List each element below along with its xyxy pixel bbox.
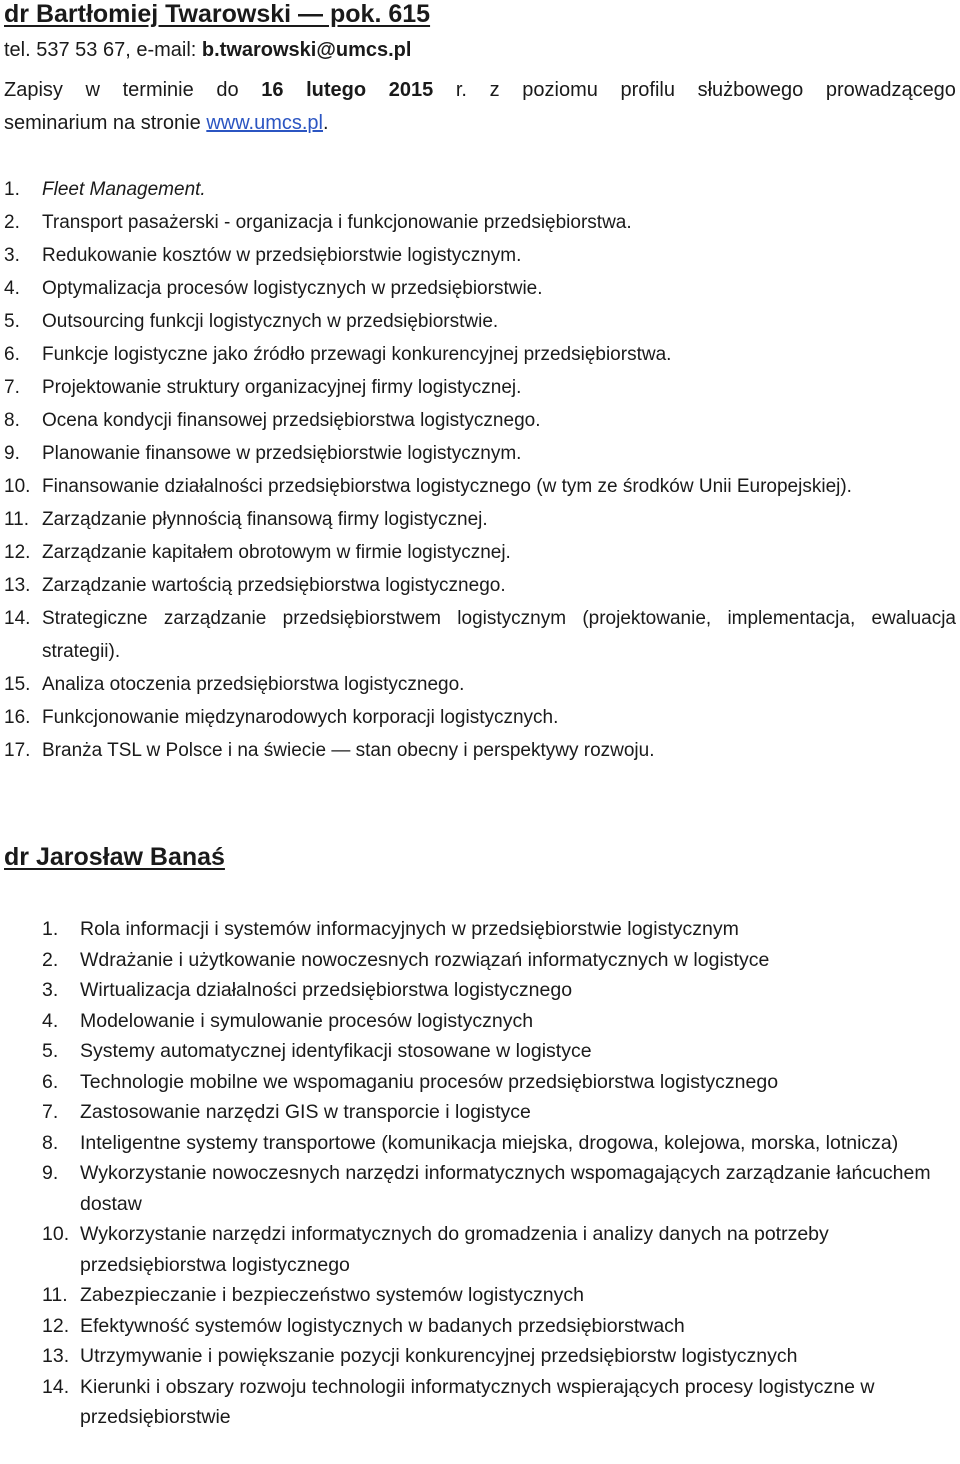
topic-number: 7. xyxy=(42,1101,59,1123)
topic-item xyxy=(42,1372,956,1433)
reg-word: poziomu xyxy=(522,79,598,101)
topic-number: 9. xyxy=(42,1162,59,1184)
topic-number: 17. xyxy=(4,740,31,761)
topic-text: Projektowanie struktury organizacyjnej firmy logistycznej. xyxy=(42,377,522,398)
topic-text: Funkcjonowanie międzynarodowych korporacji logistycznych. xyxy=(42,707,559,728)
topic-number: 6. xyxy=(42,1070,59,1093)
topic-number: 13. xyxy=(4,575,31,596)
topic-number: 1. xyxy=(42,918,59,940)
topic-text: Transport pasażerski - organizacja i funkcjonowanie przedsiębiorstwa. xyxy=(42,212,632,233)
topic-text: Modelowanie i symulowanie procesów logistycznych xyxy=(80,1009,534,1032)
topic-text: Wykorzystanie narzędzi informatycznych do gromadzenia i analizy danych na potrzeby przedsiębiorstwa logistycznego xyxy=(80,1223,829,1276)
topic-item xyxy=(4,371,956,404)
reg-word: w xyxy=(85,79,100,101)
topic-number: 10. xyxy=(4,476,31,497)
topic-item xyxy=(42,1280,956,1311)
topic-number: 6. xyxy=(4,344,20,365)
topic-item xyxy=(4,470,956,503)
topic-text: Redukowanie kosztów w przedsiębiorstwie logistycznym. xyxy=(42,245,522,266)
supervisor-heading-banas: dr Jarosław Banaś xyxy=(4,843,225,871)
topic-item xyxy=(4,206,956,239)
topic-number: 15. xyxy=(4,674,31,695)
reg-word: profilu xyxy=(620,79,675,101)
topic-text: Ocena kondycji finansowej przedsiębiorstwa logistycznego. xyxy=(42,410,541,431)
topic-item xyxy=(4,437,956,470)
topic-text: Inteligentne systemy transportowe (komunikacja miejska, drogowa, kolejowa, morska, lotnicza) xyxy=(80,1131,899,1154)
topic-item xyxy=(4,536,956,569)
topic-item xyxy=(4,404,956,437)
topic-number: 11. xyxy=(42,1284,68,1306)
topic-number: 8. xyxy=(42,1131,59,1154)
umcs-website-link[interactable]: www.umcs.pl xyxy=(206,112,324,134)
topic-item xyxy=(42,945,956,976)
topic-number: 5. xyxy=(42,1040,59,1062)
topic-number: 12. xyxy=(42,1314,70,1337)
topic-item xyxy=(4,668,956,701)
topics-list-twarowski xyxy=(4,173,956,767)
topic-number: 2. xyxy=(42,948,59,971)
topic-item xyxy=(42,1067,956,1098)
topic-text: Optymalizacja procesów logistycznych w przedsiębiorstwie. xyxy=(42,278,543,299)
topic-number: 13. xyxy=(42,1345,70,1367)
topic-text: Utrzymywanie i powiększanie pozycji konkurencyjnej przedsiębiorstw logistycznych xyxy=(80,1345,798,1367)
topic-number: 14. xyxy=(4,608,31,629)
contact-line xyxy=(4,38,411,62)
topic-number: 4. xyxy=(42,1009,59,1032)
topic-item xyxy=(42,1311,956,1342)
topic-number: 2. xyxy=(4,212,20,233)
topic-text: Strategiczne zarządzanie przedsiębiorstwem logistycznym (projektowanie, implementacja, ewaluacja strategii). xyxy=(42,608,956,662)
topic-number: 3. xyxy=(42,979,59,1001)
topic-number: 14. xyxy=(42,1375,70,1398)
topic-text: Wirtualizacja działalności przedsiębiorstwa logistycznego xyxy=(80,979,573,1001)
topic-number: 10. xyxy=(42,1223,70,1245)
topic-item xyxy=(4,503,956,536)
topic-item xyxy=(42,1006,956,1037)
topic-item xyxy=(4,239,956,272)
topic-text: Wdrażanie i użytkowanie nowoczesnych rozwiązań informatycznych w logistyce xyxy=(80,948,770,971)
topic-text: Zabezpieczanie i bezpieczeństwo systemów logistycznych xyxy=(80,1284,584,1306)
topic-text: Technologie mobilne we wspomaganiu procesów przedsiębiorstwa logistycznego xyxy=(80,1070,779,1093)
topic-text: Branża TSL w Polsce i na świecie — stan obecny i perspektywy rozwoju. xyxy=(42,740,655,761)
topic-number: 12. xyxy=(4,542,31,563)
topic-text: Kierunki i obszary rozwoju technologii informatycznych wspierających procesy logistyczne w przedsiębiorstwie xyxy=(80,1375,875,1428)
reg-word: służbowego xyxy=(697,79,804,101)
topic-item xyxy=(4,602,956,668)
topic-number: 4. xyxy=(4,278,20,299)
topic-number: 3. xyxy=(4,245,20,266)
topic-item xyxy=(4,569,956,602)
topic-text: Analiza otoczenia przedsiębiorstwa logistycznego. xyxy=(42,674,465,695)
topic-number: 11. xyxy=(4,509,30,530)
topic-text: Planowanie finansowe w przedsiębiorstwie logistycznym. xyxy=(42,443,522,464)
reg-date-day: 16 xyxy=(261,79,284,101)
topic-item xyxy=(42,1341,956,1372)
topic-text: Zarządzanie kapitałem obrotowym w firmie logistycznej. xyxy=(42,542,511,563)
contact-prefix: tel. 537 53 67, e-mail: xyxy=(4,39,202,61)
topic-text: Efektywność systemów logistycznych w badanych przedsiębiorstwach xyxy=(80,1314,685,1337)
topic-number: 8. xyxy=(4,410,20,431)
topic-text: Outsourcing funkcji logistycznych w przedsiębiorstwie. xyxy=(42,311,499,332)
topic-item xyxy=(4,338,956,371)
reg-word: prowadzącego xyxy=(825,79,956,101)
topic-text: Systemy automatycznej identyfikacji stosowane w logistyce xyxy=(80,1040,592,1062)
reg-word: do xyxy=(216,79,239,101)
reg-line2-prefix: seminarium na stronie xyxy=(4,112,207,134)
topic-text: Finansowanie działalności przedsiębiorstwa logistycznego (w tym ze środków Unii Europejskiej). xyxy=(42,476,852,497)
registration-line-1 xyxy=(4,74,956,107)
topic-item xyxy=(42,1097,956,1128)
topic-item xyxy=(42,975,956,1006)
topic-item xyxy=(42,1219,956,1280)
registration-line-2 xyxy=(4,107,956,140)
topic-item xyxy=(4,701,956,734)
topic-text: Fleet Management. xyxy=(42,179,206,200)
topic-item xyxy=(42,1128,956,1159)
topic-item xyxy=(42,1158,956,1219)
registration-note xyxy=(4,74,956,140)
topic-item xyxy=(4,734,956,767)
topic-number: 16. xyxy=(4,707,31,728)
reg-word: Zapisy xyxy=(4,79,63,101)
topic-item xyxy=(42,1036,956,1067)
topic-item xyxy=(4,272,956,305)
reg-word: r. xyxy=(455,79,467,101)
topic-number: 5. xyxy=(4,311,20,332)
reg-word: terminie xyxy=(122,79,194,101)
reg-date-year: 2015 xyxy=(388,79,434,101)
topics-list-banas xyxy=(42,914,956,1433)
reg-line2-suffix: . xyxy=(323,112,329,134)
topic-text: Zastosowanie narzędzi GIS w transporcie i logistyce xyxy=(80,1101,531,1123)
topic-item xyxy=(42,914,956,945)
topic-number: 1. xyxy=(4,179,20,200)
topic-item xyxy=(4,305,956,338)
topic-number: 7. xyxy=(4,377,20,398)
topic-text: Wykorzystanie nowoczesnych narzędzi informatycznych wspomagających zarządzanie łańcuchem dostaw xyxy=(80,1162,931,1215)
email-link[interactable]: b.twarowski@umcs.pl xyxy=(201,39,412,61)
topic-item xyxy=(4,173,956,206)
topic-text: Funkcje logistyczne jako źródło przewagi konkurencyjnej przedsiębiorstwa. xyxy=(42,344,672,365)
supervisor-heading: dr Bartłomiej Twarowski — pok. 615 xyxy=(4,0,431,28)
topic-text: Zarządzanie płynnością finansową firmy logistycznej. xyxy=(42,509,488,530)
topic-text: Zarządzanie wartością przedsiębiorstwa logistycznego. xyxy=(42,575,506,596)
reg-date-month: lutego xyxy=(306,79,367,101)
topic-number: 9. xyxy=(4,443,20,464)
topic-text: Rola informacji i systemów informacyjnych w przedsiębiorstwie logistycznym xyxy=(80,918,739,940)
reg-word: z xyxy=(489,79,500,101)
